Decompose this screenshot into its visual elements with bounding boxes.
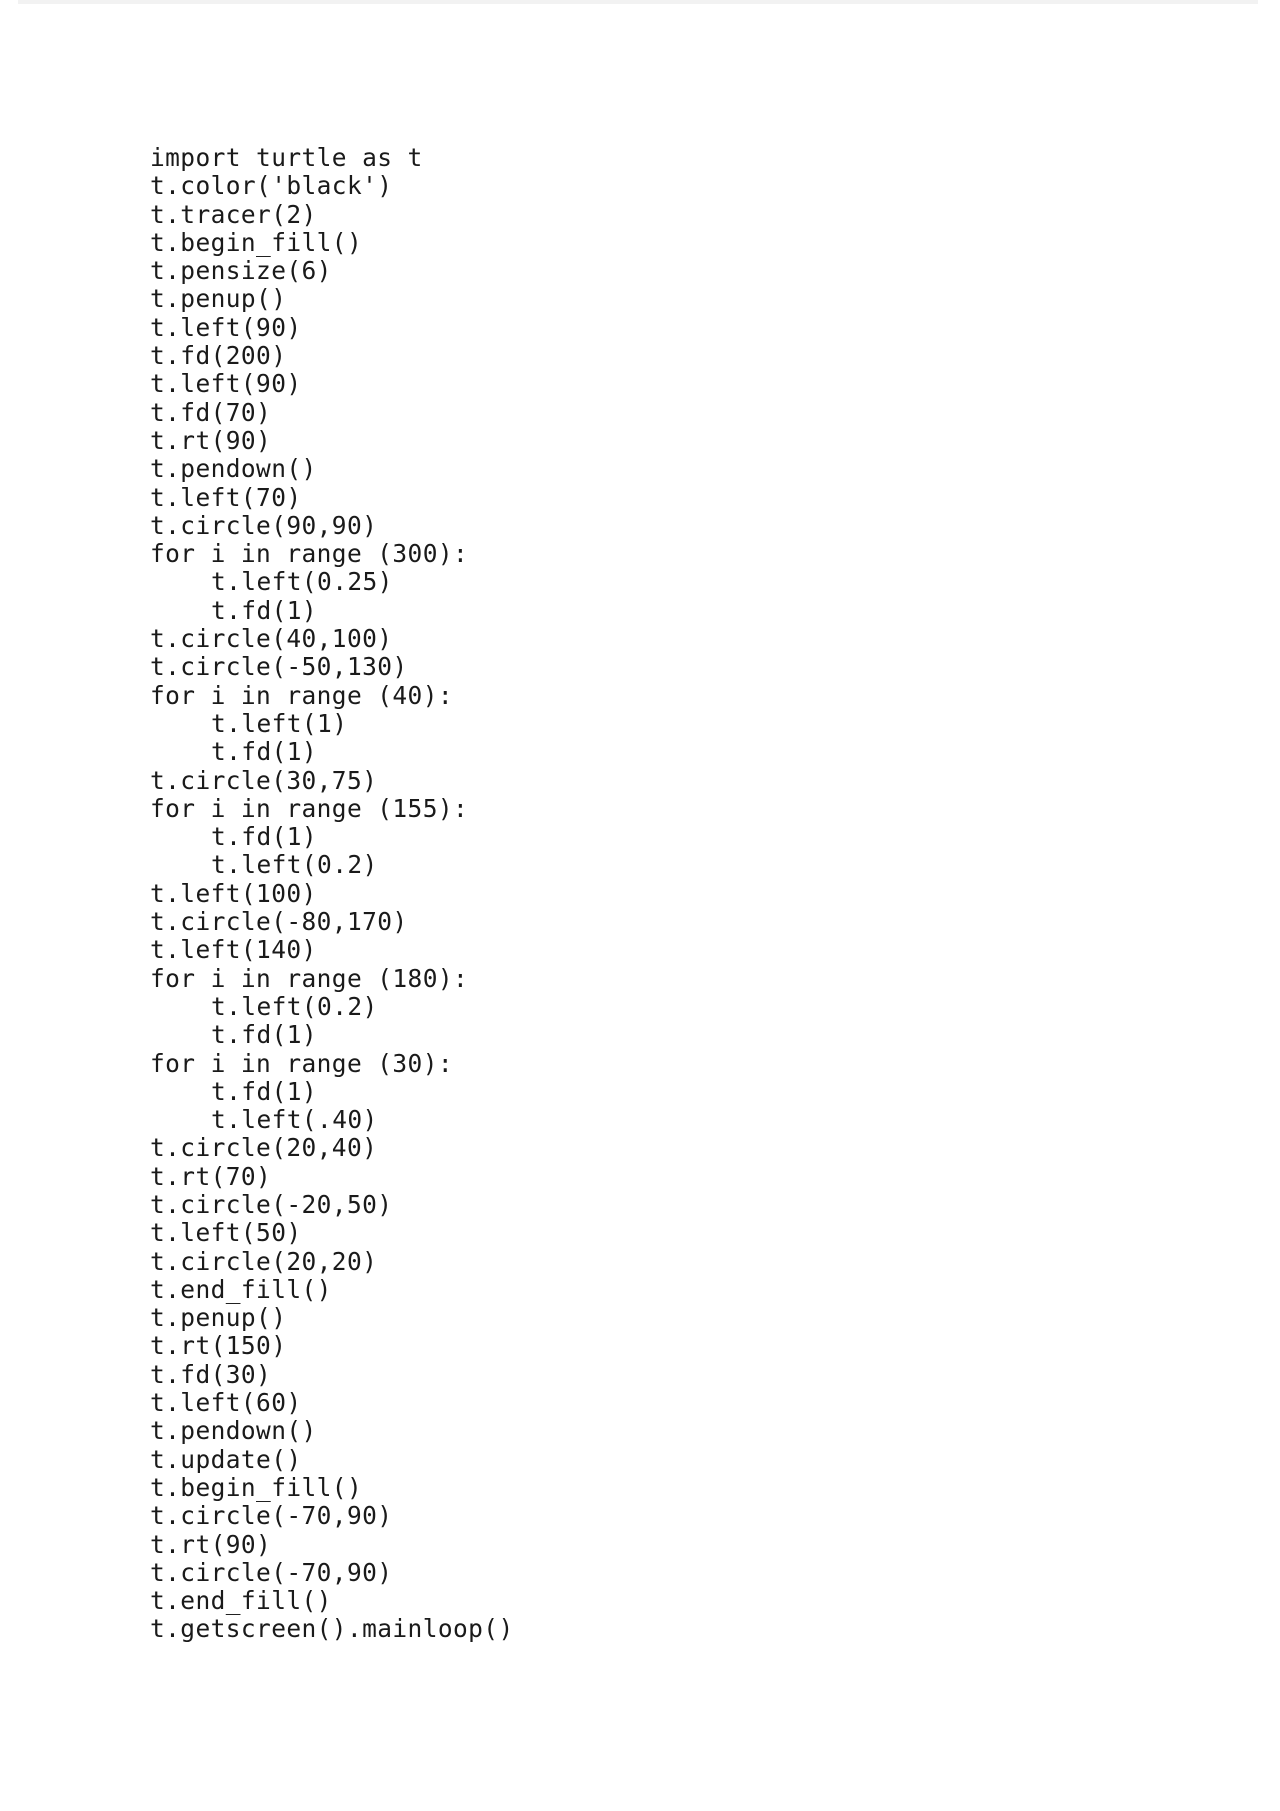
code-line: t.left(140)	[150, 935, 317, 965]
code-line: t.fd(1)	[211, 737, 318, 767]
code-line: t.circle(-20,50)	[150, 1189, 393, 1219]
code-line: t.fd(1)	[211, 822, 318, 852]
code-line: t.fd(1)	[211, 595, 318, 625]
code-line: t.left(0.25)	[211, 567, 393, 597]
code-line: t.fd(1)	[211, 1076, 318, 1106]
code-line: t.left(0.2)	[211, 850, 378, 880]
code-line: t.begin_fill()	[150, 1472, 363, 1502]
code-line: for i in range (300):	[150, 539, 469, 569]
code-line: t.begin_fill()	[150, 227, 363, 257]
code-line: t.circle(-70,90)	[150, 1557, 393, 1587]
code-line: t.tracer(2)	[150, 199, 317, 229]
code-line: t.rt(90)	[150, 425, 272, 455]
code-line: t.left(90)	[150, 312, 302, 342]
code-line: for i in range (155):	[150, 793, 469, 823]
code-line: import turtle as t	[150, 143, 423, 172]
code-line: t.rt(150)	[150, 1331, 287, 1361]
code-line: t.circle(20,20)	[150, 1246, 378, 1276]
code-line: t.left(70)	[150, 482, 302, 512]
code-line: for i in range (30):	[150, 1048, 454, 1078]
code-line: t.update()	[150, 1444, 302, 1474]
code-line: t.left(1)	[211, 708, 348, 738]
code-line: t.penup()	[150, 1303, 287, 1333]
code-line: t.left(0.2)	[211, 991, 378, 1021]
code-line: t.fd(70)	[150, 397, 272, 427]
code-line: t.getscreen().mainloop()	[150, 1614, 514, 1644]
code-line: t.pendown()	[150, 1416, 317, 1446]
code-line: t.rt(70)	[150, 1161, 272, 1191]
code-line: t.color('black')	[150, 171, 393, 201]
code-line: t.fd(1)	[211, 1020, 318, 1050]
code-line: t.pensize(6)	[150, 256, 332, 286]
code-line: t.end_fill()	[150, 1586, 332, 1616]
code-line: t.circle(-80,170)	[150, 907, 408, 937]
code-line: t.circle(90,90)	[150, 510, 378, 540]
code-line: t.rt(90)	[150, 1529, 272, 1559]
code-line: t.left(90)	[150, 369, 302, 399]
code-line: t.circle(-70,90)	[150, 1501, 393, 1531]
code-line: t.fd(30)	[150, 1359, 272, 1389]
code-line: t.left(60)	[150, 1388, 302, 1418]
code-line: t.end_fill()	[150, 1274, 332, 1304]
page-top-edge	[18, 0, 1258, 4]
code-line: t.circle(20,40)	[150, 1133, 378, 1163]
code-line: t.left(50)	[150, 1218, 302, 1248]
code-line: t.left(.40)	[211, 1105, 378, 1135]
code-line: for i in range (180):	[150, 963, 469, 993]
code-line: t.circle(40,100)	[150, 624, 393, 654]
code-line: t.circle(30,75)	[150, 765, 378, 795]
code-line: for i in range (40):	[150, 680, 454, 710]
code-line: t.fd(200)	[150, 341, 287, 371]
code-line: t.pendown()	[150, 454, 317, 484]
code-line: t.left(100)	[150, 878, 317, 908]
code-listing	[150, 144, 514, 1644]
code-line: t.circle(-50,130)	[150, 652, 408, 682]
code-line: t.penup()	[150, 284, 287, 314]
